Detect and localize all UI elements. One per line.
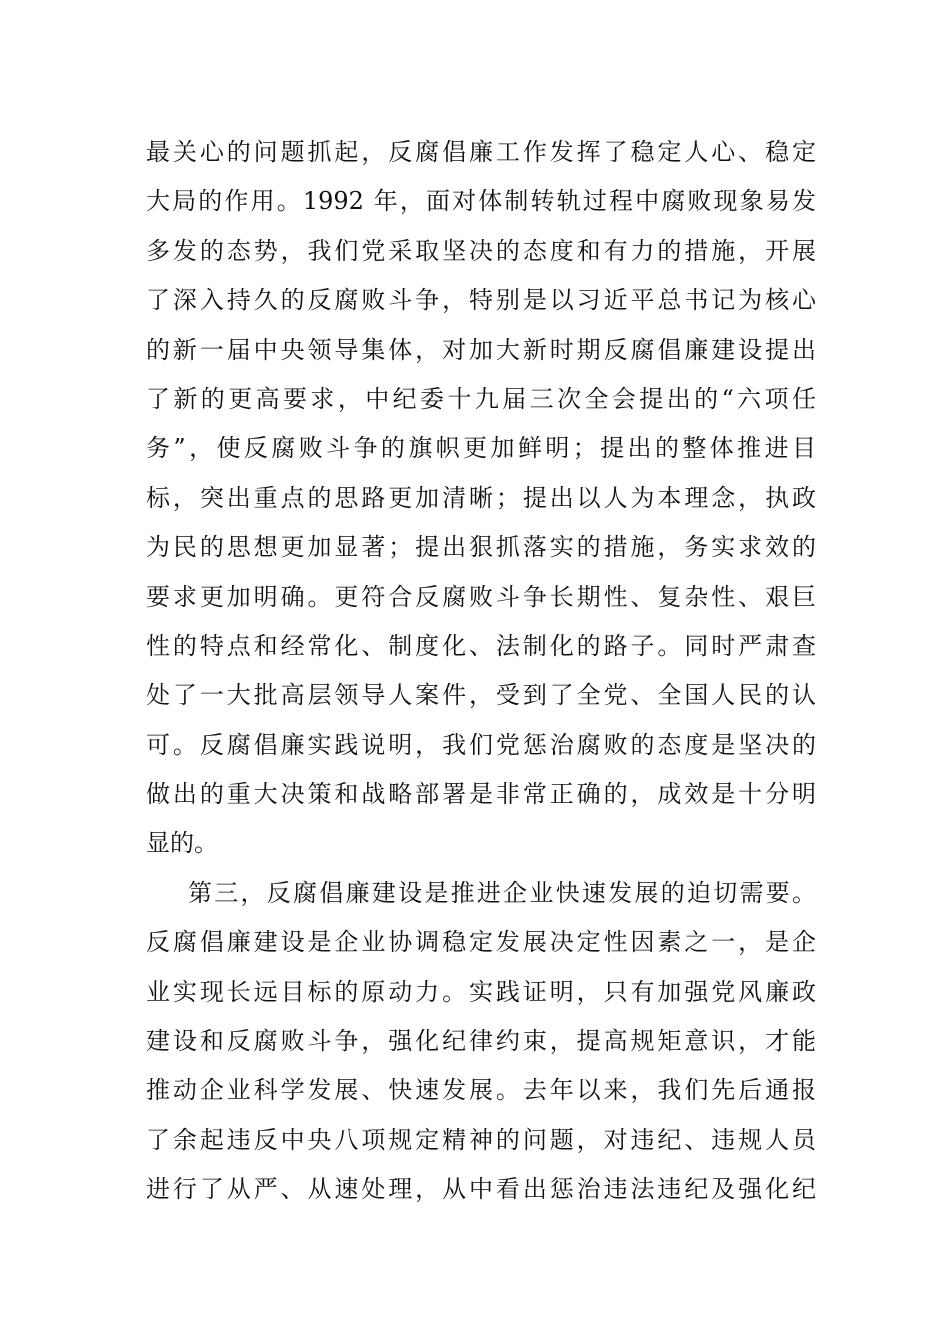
text-line: 的新一届中央领导集体，对加大新时期反腐倡廉建设提出: [146, 335, 816, 364]
text-line: 多发的态势，我们党采取坚决的态度和有力的措施，开展: [146, 236, 816, 265]
section-heading-line: 第三，反腐倡廉建设是推进企业快速发展的迫切需要。: [188, 878, 816, 907]
text-line: 务”，使反腐败斗争的旗帜更加鲜明；提出的整体推进目: [146, 434, 816, 463]
text-line: 为民的思想更加显著；提出狠抓落实的措施，务实求效的: [146, 533, 816, 562]
text-line: 最关心的问题抓起，反腐倡廉工作发挥了稳定人心、稳定: [146, 138, 816, 166]
text-line: 业实现长远目标的原动力。实践证明，只有加强党风廉政: [146, 977, 816, 1006]
text-line: 要求更加明确。更符合反腐败斗争长期性、复杂性、艰巨: [146, 582, 816, 611]
text-line: 可。反腐倡廉实践说明，我们党惩治腐败的态度是坚决的: [146, 730, 816, 759]
text-line: 了新的更高要求，中纪委十九届三次全会提出的“六项任: [146, 384, 816, 413]
text-line: 了余起违反中央八项规定精神的问题，对违纪、违规人员: [146, 1125, 816, 1154]
text-line: 标，突出重点的思路更加清晰；提出以人为本理念，执政: [146, 483, 816, 512]
text-line: 性的特点和经常化、制度化、法制化的路子。同时严肃查: [146, 631, 816, 660]
text-line: 大局的作用。1992 年，面对体制转轨过程中腐败现象易发: [146, 187, 816, 216]
text-line: 建设和反腐败斗争，强化纪律约束，提高规矩意识，才能: [146, 1027, 816, 1056]
text-line: 做出的重大决策和战略部署是非常正确的，成效是十分明: [146, 780, 816, 809]
text-line: 处了一大批高层领导人案件，受到了全党、全国人民的认: [146, 681, 816, 710]
text-line: 了深入持久的反腐败斗争，特别是以习近平总书记为核心: [146, 286, 816, 315]
body-text: [146, 128, 816, 1215]
text-line: 反腐倡廉建设是企业协调稳定发展决定性因素之一，是企: [146, 928, 816, 957]
text-line: 进行了从严、从速处理，从中看出惩治违法违纪及强化纪: [146, 1175, 816, 1204]
text-line: 显的。: [146, 829, 218, 858]
text-line: 推动企业科学发展、快速发展。去年以来，我们先后通报: [146, 1076, 816, 1105]
